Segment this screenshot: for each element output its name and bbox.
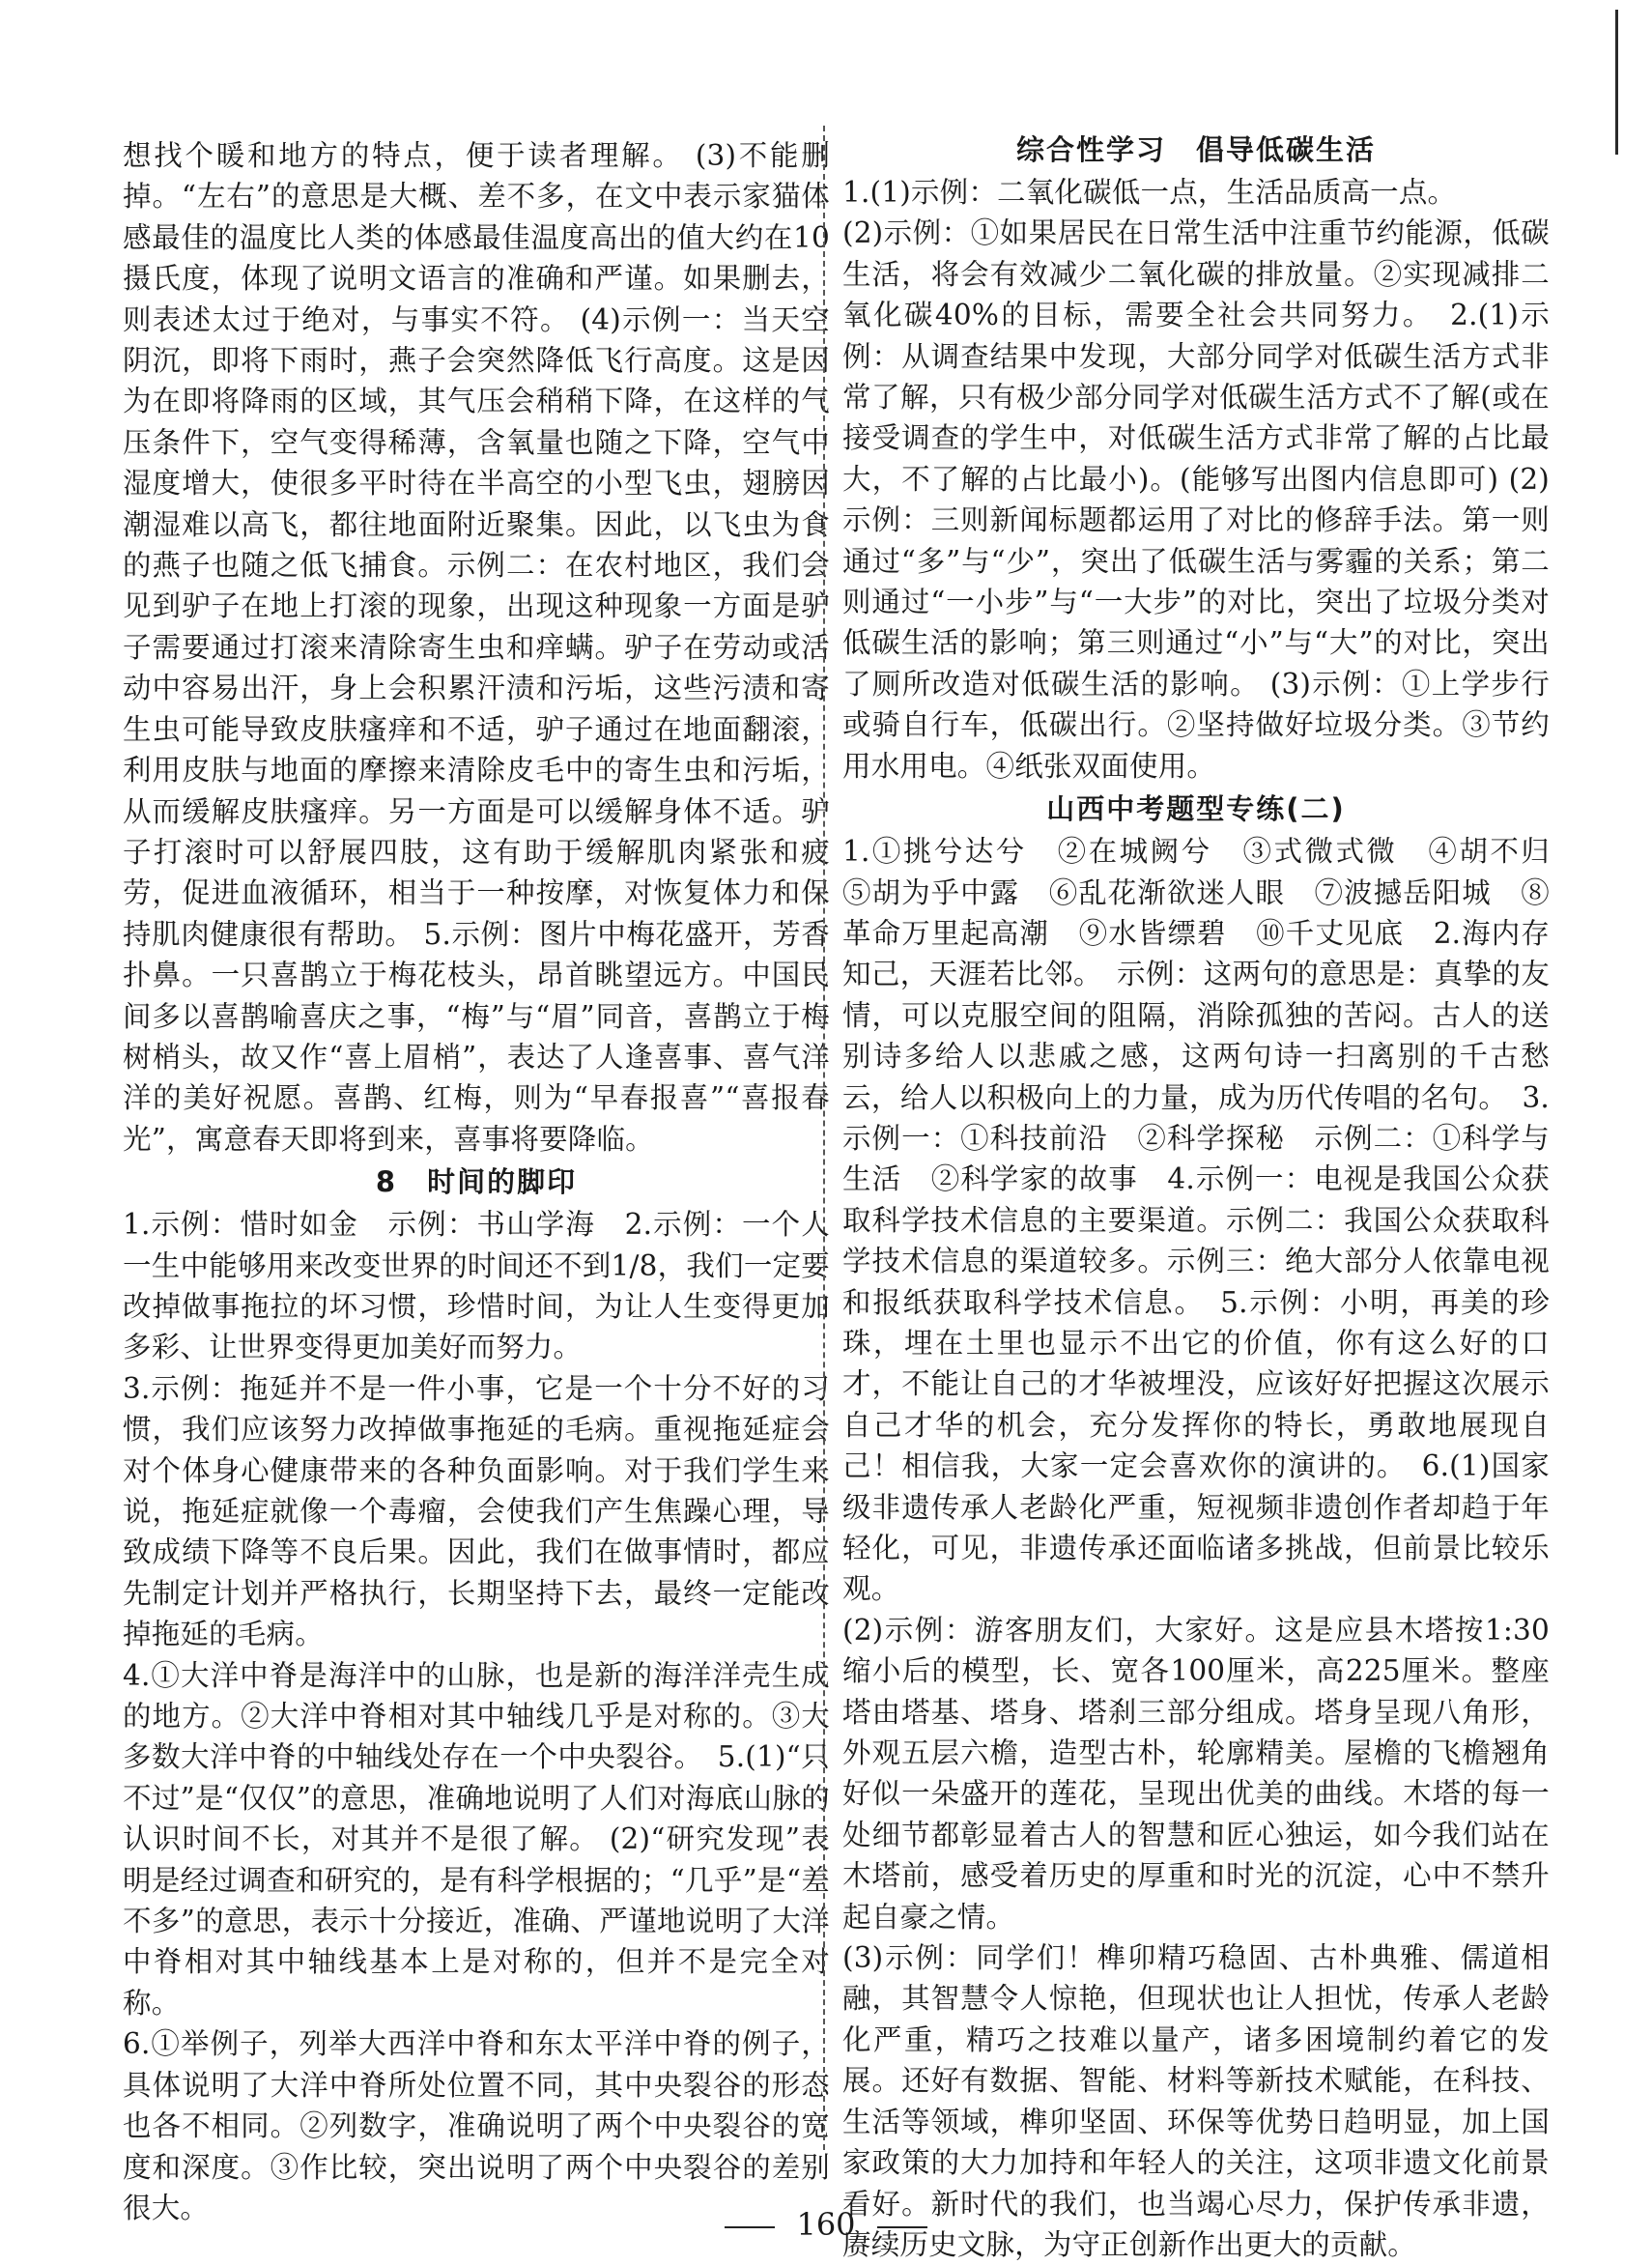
paragraph: 3.示例：拖延并不是一件小事，它是一个十分不好的习惯，我们应该努力改掉做事拖延的毛病。重视拖延症会对个体身心健康带来的各种负面影响。对于我们学生来说，拖延症就像一个毒瘤，会使我们产生焦躁心理，导致成绩下降等不良后果。因此，我们在做事情时，都应先制定计划并严格执行，长期坚持下去，最终一定能改掉拖延的毛病。 [123,1371,830,1651]
paragraph: (3)示例：同学们！榫卯精巧稳固、古朴典雅、儒道相融，其智慧令人惊艳，但现状也让人担忧，传承人老龄化严重，精巧之技难以量产，诸多困境制约着它的发展。还好有数据、智能、材料等新技术赋能，在科技、生活等领域，榫卯坚固、环保等优势日趋明显，加上国家政策的大力加持和年轻人的关注，这项非遗文化前景看好。新时代的我们，也当竭心尽力，保护传承非遗，赓续历史文脉，为守正创新作出更大的贡献。 [842,1941,1550,2261]
paragraph: (2)示例：①如果居民在日常生活中注重节约能源，低碳生活，将会有效减少二氧化碳的排放量。②实现减排二氧化碳40%的目标，需要全社会共同努力。 2.(1)示例：从调查结果中发现，大部分同学对低碳生活方式非常了解，只有极少部分同学对低碳生活方式不了解(或在接受调查的学生中，对低碳生活方式非常了解的占比最大，不了解的占比最小)。(能够写出图内信息即可) (2)示例：三则新闻标题都运用了对比的修辞手法。第一则通过“多”与“少”，突出了低碳生活与雾霾的关系；第二则通过“一小步”与“一大步”的对比，突出了垃圾分类对低碳生活的影响；第三则通过“小”与“大”的对比，突出了厕所改造对低碳生活的影响。 (3)示例：①上学步行或骑自行车，低碳出行。②坚持做好垃圾分类。③节约用水用电。④纸张双面使用。 [842,216,1550,783]
paragraph: 6.①举例子，列举大西洋中脊和东太平洋中脊的例子，具体说明了大洋中脊所处位置不同，其中央裂谷的形态也各不相同。②列数字，准确说明了两个中央裂谷的宽度和深度。③作比较，突出说明了两个中央裂谷的差别很大。 [123,2027,830,2224]
paragraph: 4.①大洋中脊是海洋中的山脉，也是新的海洋洋壳生成的地方。②大洋中脊相对其中轴线几乎是对称的。③大多数大洋中脊的中轴线处存在一个中央裂谷。 5.(1)“只不过”是“仅仅”的意思，准确地说明了人们对海底山脉的认识时间不长，对其并不是很了解。 (2)“研究发现”表明是经过调查和研究的，是有科学根据的；“几乎”是“差不多”的意思，表示十分接近，准确、严谨地说明了大洋中脊相对其中轴线基本上是对称的，但并不是完全对称。 [123,1658,830,2020]
column-divider [823,126,825,2150]
paragraph: 1.(1)示例：二氧化碳低一点，生活品质高一点。 [842,176,1457,209]
footer-dash-left [725,2226,775,2228]
footer-dash-right [877,2226,927,2228]
page-number: 160 [796,2206,856,2243]
paragraph: 1.示例：惜时如金 示例：书山学海 2.示例：一个人一生中能够用来改变世界的时间还不到1/8，我们一定要改掉做事拖拉的坏习惯，珍惜时间，为让人生变得更加多彩、让世界变得更加美好而努力。 [123,1208,830,1364]
right-column [842,128,1579,2265]
section-heading: 综合性学习 倡导低碳生活 [1015,133,1376,166]
page-edge-mark [1615,10,1618,155]
paragraph: 想找个暖和地方的特点，便于读者理解。 (3)不能删掉。“左右”的意思是大概、差不多，在文中表示家猫体感最佳的温度比人类的体感最佳温度高出的值大约在10摄氏度，体现了说明文语言的准确和严谨。如果删去，则表述太过于绝对，与事实不符。 (4)示例一：当天空阴沉，即将下雨时，燕子会突然降低飞行高度。这是因为在即将降雨的区域，其气压会稍稍下降，在这样的气压条件下，空气变得稀薄，含氧量也随之下降，空气中湿度增大，使很多平时待在半高空的小型飞虫，翅膀因潮湿难以高飞，都往地面附近聚集。因此，以飞虫为食的燕子也随之低飞捕食。示例二：在农村地区，我们会见到驴子在地上打滚的现象，出现这种现象一方面是驴子需要通过打滚来清除寄生虫和痒螨。驴子在劳动或活动中容易出汗，身上会积累汗渍和污垢，这些污渍和寄生虫可能导致皮肤瘙痒和不适，驴子通过在地面翻滚，利用皮肤与地面的摩擦来清除皮毛中的寄生虫和污垢，从而缓解皮肤瘙痒。另一方面是可以缓解身体不适。驴子打滚时可以舒展四肢，这有助于缓解肌肉紧张和疲劳，促进血液循环，相当于一种按摩，对恢复体力和保持肌肉健康很有帮助。 5.示例：图片中梅花盛开，芳香扑鼻。一只喜鹊立于梅花枝头，昂首眺望远方。中国民间多以喜鹊喻喜庆之事，“梅”与“眉”同音，喜鹊立于梅树梢头，故又作“喜上眉梢”，表达了人逢喜事、喜气洋洋的美好祝愿。喜鹊、红梅，则为“早春报喜”“喜报春光”，寓意春天即将到来，喜事将要降临。 [123,139,830,1156]
left-column [123,135,830,2228]
page-footer [0,2205,1652,2244]
section-heading: 山西中考题型专练(二) [1046,792,1346,826]
section-heading: 8 时间的脚印 [375,1165,578,1199]
paragraph: (2)示例：游客朋友们，大家好。这是应县木塔按1:30缩小后的模型，长、宽各100厘米，高225厘米。整座塔由塔基、塔身、塔刹三部分组成。塔身呈现八角形，外观五层六檐，造型古朴，轮廓精美。屋檐的飞檐翘角好似一朵盛开的莲花，呈现出优美的曲线。木塔的每一处细节都彰显着古人的智慧和匠心独运，如今我们站在木塔前，感受着历史的厚重和时光的沉淀，心中不禁升起自豪之情。 [842,1613,1550,1934]
paragraph: 1.①挑兮达兮 ②在城阙兮 ③式微式微 ④胡不归 ⑤胡为乎中露 ⑥乱花渐欲迷人眼 ⑦波撼岳阳城 ⑧革命万里起高潮 ⑨水皆缥碧 ⑩千丈见底 2.海内存知己，天涯若比邻。 示例：这两句的意思是：真挚的友情，可以克服空间的阻隔，消除孤独的苦闷。古人的送别诗多给人以悲戚之感，这两句诗一扫离别的千古愁云，给人以积极向上的力量，成为历代传唱的名句。 3.示例一：①科技前沿 ②科学探秘 示例二：①科学与生活 ②科学家的故事 4.示例一：电视是我国公众获取科学技术信息的主要渠道。示例二：我国公众获取科学技术信息的渠道较多。示例三：绝大部分人依靠电视和报纸获取科学技术信息。 5.示例：小明，再美的珍珠，埋在土里也显示不出它的价值，你有这么好的口才，不能让自己的才华被埋没，应该好好把握这次展示自己才华的机会，充分发挥你的特长，勇敢地展现自己！相信我，大家一定会喜欢你的演讲的。 6.(1)国家级非遗传承人老龄化严重，短视频非遗创作者却趋于年轻化，可见，非遗传承还面临诸多挑战，但前景比较乐观。 [842,835,1579,1606]
